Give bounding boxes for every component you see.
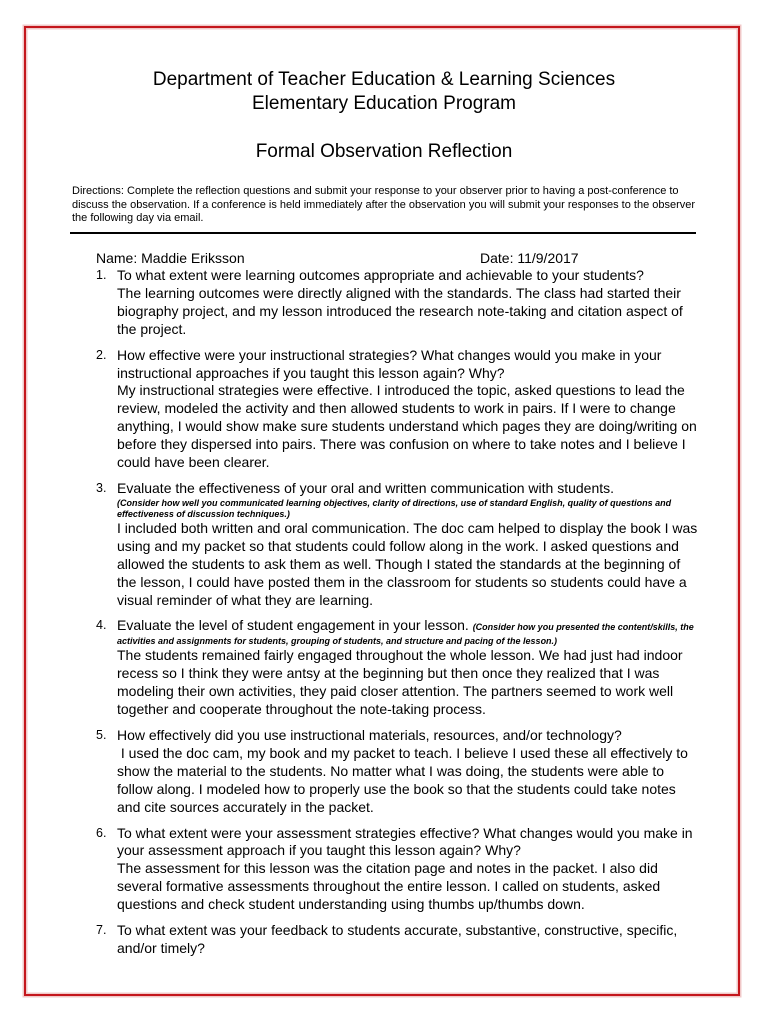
question-line	[117, 617, 700, 647]
question-note: (Consider how you presented the content/skills, the activities and assignments for students, grouping of students, and structure and pacing of the lesson.)	[117, 622, 694, 647]
question-text: To what extent was your feedback to students accurate, substantive, constructive, specific, and/or timely?	[117, 922, 678, 956]
answer-text: I used the doc cam, my book and my packet to teach. I believe I used these all effectively to show the material to the students. No matter what I was doing, the students were able to follow along. I modeled how to properly use the book so that the students could take notes and cite sources accurately in the packet.	[117, 744, 692, 815]
student-name: Name: Maddie Eriksson	[96, 250, 245, 266]
form-title: Formal Observation Reflection	[255, 141, 513, 162]
question-text: Evaluate the level of student engagement in your lesson.	[117, 617, 469, 634]
question-item	[96, 480, 700, 609]
question-text: Evaluate the effectiveness of your oral and written communication with students.	[117, 479, 615, 496]
question-item	[96, 267, 700, 339]
directions-text: Directions: Complete the reflection questions and submit your response to your observer prior to having a post-conference to discuss the observation. If a conference is held immediately after the observation you will submit your responses to the observer the following day via email.	[72, 185, 696, 224]
department-title: Department of Teacher Education & Learning Sciences	[152, 69, 616, 90]
question-number: 1.	[96, 268, 107, 282]
question-text: How effective were your instructional strategies? What changes would you make in your instructional approaches if you taught this lesson again? Why?	[117, 346, 662, 381]
question-note: (Consider how well you communicated learning objectives, clarity of directions, use of standard English, quality of questions and effectiveness of discussion techniques.)	[117, 497, 672, 519]
header-block	[0, 68, 768, 116]
observation-date: Date: 11/9/2017	[480, 250, 579, 266]
answer-text: The learning outcomes were directly aligned with the standards. The class had started their biography project, and my lesson introduced the research note-taking and citation aspect of the project.	[117, 284, 683, 337]
question-text: To what extent were learning outcomes appropriate and achievable to your students?	[117, 267, 644, 283]
program-title: Elementary Education Program	[251, 93, 516, 114]
question-item	[96, 347, 700, 472]
question-number: 6.	[96, 825, 107, 840]
answer-text: The students remained fairly engaged throughout the whole lesson. We had just had indoor recess so I think they were antsy at the beginning but then once they realized that I was modeling their own activities, they paid closer attention. The partners seemed to work well together and cooperate throughout the note-taking process.	[117, 647, 683, 718]
answer-text: My instructional strategies were effective. I introduced the topic, asked questions to lead the review, modeled the activity and then allowed students to work in pairs. If I were to change anything, I would show make sure students understand which pages they are doing/writing on before they dispersed into pairs. There was confusion on where to take notes and I believe I could have been clearer.	[117, 382, 697, 471]
question-number: 3.	[96, 480, 107, 495]
question-item	[96, 727, 700, 817]
answer-text: I included both written and oral communication. The doc cam helped to display the book I was using and my packet so that students could follow along in the work. I asked questions and allowed the students to ask them as well. Though I stated the standards at the beginning of the lesson, I could have posted them in the classroom for students so students could have a visual reminder of what they are learning.	[117, 519, 698, 608]
question-item	[96, 922, 700, 958]
question-item	[96, 825, 700, 915]
answer-text: The assessment for this lesson was the citation page and notes in the packet. I also did several formative assessments throughout the entire lesson. I called on students, asked questions and check student understanding using thumbs up/thumbs down.	[117, 860, 661, 913]
question-number: 7.	[96, 923, 107, 938]
question-number: 4.	[96, 618, 107, 633]
divider-line	[70, 232, 696, 234]
question-list	[96, 267, 700, 966]
question-item	[96, 617, 700, 719]
question-number: 2.	[96, 347, 107, 362]
question-number: 5.	[96, 728, 107, 743]
question-text: How effectively did you use instructional materials, resources, and/or technology?	[117, 727, 622, 744]
question-text: To what extent were your assessment strategies effective? What changes would you make in your assessment approach if you taught this lesson again? Why?	[117, 824, 693, 859]
